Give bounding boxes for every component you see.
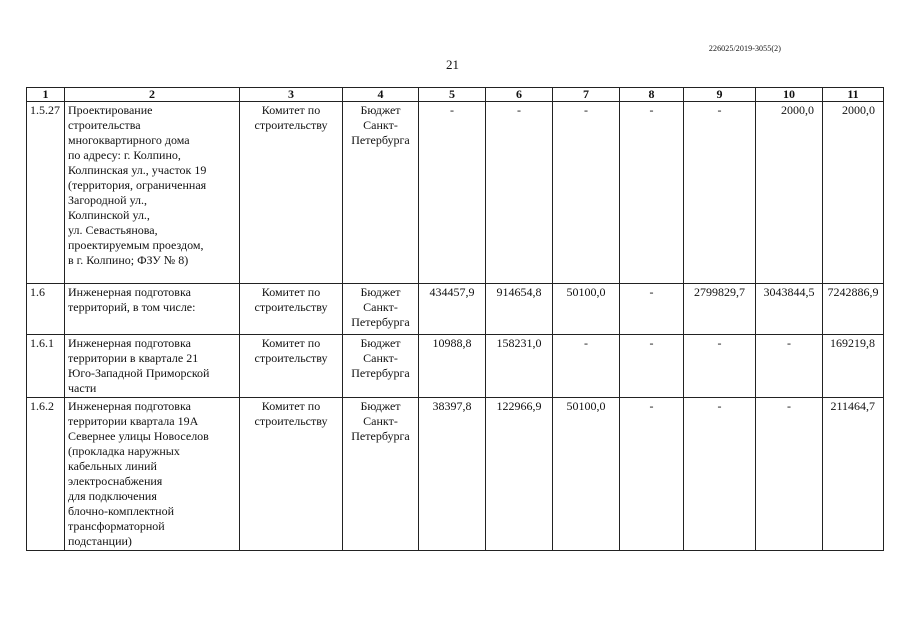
column-header: 4	[343, 88, 419, 102]
value-col-8: -	[620, 335, 684, 398]
value-col-6: 122966,9	[486, 398, 553, 551]
value-col-7: 50100,0	[553, 284, 620, 335]
value-col-11: 2000,0	[823, 102, 884, 284]
item-name: Инженерная подготовка территории в квартале 21 Юго-Западной Приморской части	[65, 335, 240, 398]
column-header: 2	[65, 88, 240, 102]
table-row	[27, 102, 884, 284]
value-col-5: 434457,9	[419, 284, 486, 335]
value-col-9: -	[684, 335, 756, 398]
column-header: 10	[756, 88, 823, 102]
item-number: 1.6.2	[27, 398, 65, 551]
value-col-6: -	[486, 102, 553, 284]
table-row	[27, 335, 884, 398]
item-funding-source: Бюджет Санкт- Петербурга	[343, 398, 419, 551]
value-col-10: -	[756, 398, 823, 551]
item-funding-source: Бюджет Санкт- Петербурга	[343, 335, 419, 398]
value-col-5: 10988,8	[419, 335, 486, 398]
item-executor: Комитет по строительству	[240, 398, 343, 551]
value-col-6: 914654,8	[486, 284, 553, 335]
document-id: 226025/2019-3055(2)	[708, 44, 781, 53]
page-number: 21	[446, 57, 459, 72]
column-header: 11	[823, 88, 884, 102]
item-executor: Комитет по строительству	[240, 102, 343, 284]
column-header: 1	[27, 88, 65, 102]
value-col-11: 7242886,9	[823, 284, 884, 335]
item-number: 1.5.27	[27, 102, 65, 284]
item-number: 1.6.1	[27, 335, 65, 398]
item-name: Инженерная подготовка территорий, в том числе:	[65, 284, 240, 335]
value-col-11: 211464,7	[823, 398, 884, 551]
column-number-row	[27, 88, 884, 102]
item-executor: Комитет по строительству	[240, 284, 343, 335]
table-row	[27, 284, 884, 335]
value-col-7: -	[553, 335, 620, 398]
column-header: 7	[553, 88, 620, 102]
value-col-7: -	[553, 102, 620, 284]
value-col-5: -	[419, 102, 486, 284]
item-number: 1.6	[27, 284, 65, 335]
item-name: Проектирование строительства многоквартирного дома по адресу: г. Колпино, Колпинская ул., участок 19 (территория, ограниченная Загородной ул., Колпинской ул., ул. Севастьянова, проектируемым проездом, в г. Колпино; ФЗУ № 8)	[65, 102, 240, 284]
item-executor: Комитет по строительству	[240, 335, 343, 398]
value-col-8: -	[620, 284, 684, 335]
value-col-7: 50100,0	[553, 398, 620, 551]
column-header: 6	[486, 88, 553, 102]
value-col-9: -	[684, 102, 756, 284]
column-header: 3	[240, 88, 343, 102]
value-col-9: 2799829,7	[684, 284, 756, 335]
value-col-11: 169219,8	[823, 335, 884, 398]
budget-table	[26, 87, 884, 551]
value-col-8: -	[620, 102, 684, 284]
value-col-10: 3043844,5	[756, 284, 823, 335]
table-row	[27, 398, 884, 551]
item-name: Инженерная подготовка территории квартала 19А Севернее улицы Новоселов (прокладка наружных кабельных линий электроснабжения для подключения блочно-комплектной трансформаторной подстанции)	[65, 398, 240, 551]
column-header: 9	[684, 88, 756, 102]
value-col-5: 38397,8	[419, 398, 486, 551]
value-col-9: -	[684, 398, 756, 551]
column-header: 8	[620, 88, 684, 102]
value-col-6: 158231,0	[486, 335, 553, 398]
value-col-8: -	[620, 398, 684, 551]
column-header: 5	[419, 88, 486, 102]
value-col-10: 2000,0	[756, 102, 823, 284]
item-funding-source: Бюджет Санкт- Петербурга	[343, 102, 419, 284]
value-col-10: -	[756, 335, 823, 398]
item-funding-source: Бюджет Санкт- Петербурга	[343, 284, 419, 335]
